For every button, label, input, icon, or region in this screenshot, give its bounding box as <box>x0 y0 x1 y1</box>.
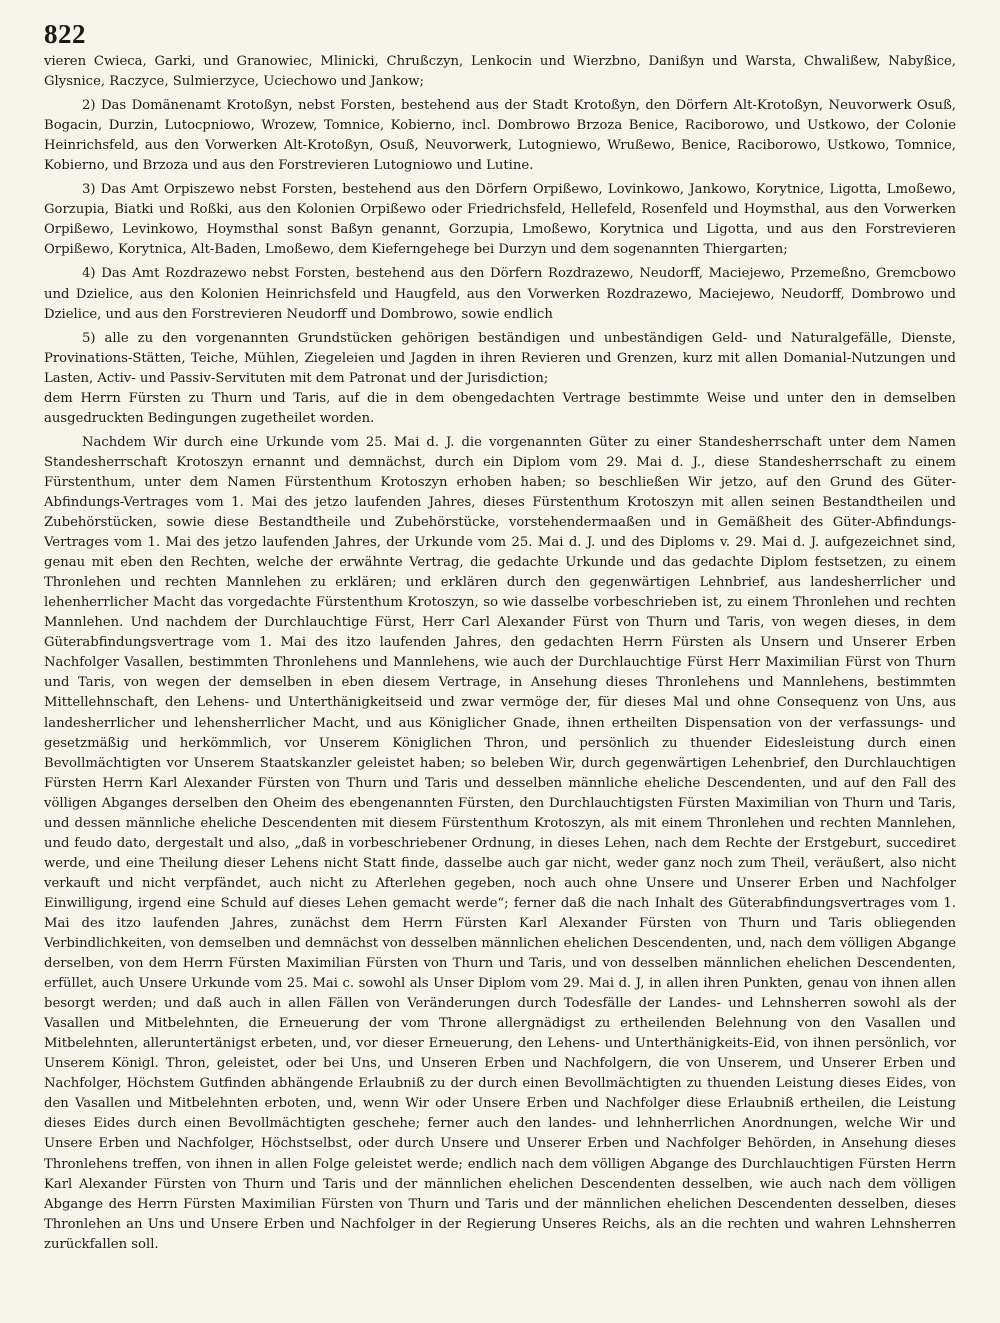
paragraph-item-4: 4) Das Amt Rozdrazewo nebst Forsten, bestehend aus den Dörfern Rozdrazewo, Neudorff, Maciejewo, Przemeßno, Gremcbowo und Dzielice, aus den Kolonien Heinrichsfeld und Haugfeld, aus den Vorwerken Rozdrazewo, Maciejewo, Neudorff, Dombrowo und Dzielice, und aus den Forstrevieren Neudorff und Dombrowo, sowie endlich <box>44 266 956 322</box>
paragraph-item-3: 3) Das Amt Orpiszewo nebst Forsten, bestehend aus den Dörfern Orpißewo, Lovinkowo, Jankowo, Korytnice, Ligotta, Lmoßewo, Gorzupia, Biatki und Roßki, aus den Kolonien Orpißewo oder Friedrichsfeld, Hellefeld, Rosenfeld und Hoymsthal, aus den Vorwerken Orpißewo, Levinkowo, Hoymsthal sonst Baßyn genannt, Gorzupia, Lmoßewo, Korytnica und Ligotta, und aus den Forstrevieren Orpißewo, Korytnica, Alt-Baden, Lmoßewo, dem Kieferngehege bei Durzyn und dem sogenannten Thiergarten; <box>44 182 956 258</box>
page-number: 822 <box>44 19 86 49</box>
paragraph-continuation: vieren Cwieca, Garki, und Granowiec, Mlinicki, Chrußczyn, Lenkocin und Wierzbno, Danißyn und Warsta, Chwalißew, Nabyßice, Glysnice, Raczyce, Sulmierzyce, Uciechowo und Jankow; <box>44 54 956 90</box>
paragraph-main-decree: Nachdem Wir durch eine Urkunde vom 25. Mai d. J. die vorgenannten Güter zu einer Standesherrschaft unter dem Namen Standesherrschaft Krotoszyn ernannt und demnächst, durch ein Diplom vom 29. Mai d. J., diese Standesherrschaft zu einem Fürstenthum, unter dem Namen Fürstenthum Krotoszyn erhoben haben; so beschließen Wir jetzo, auf den Grund des Güter-Abfindungs-Vertrages vom 1. Mai des jetzo laufenden Jahres, dieses Fürstenthum Krotoszyn mit allen seinen Bestandtheilen und Zubehörstücken, sowie diese Bestandtheile und Zubehörstücke, vorstehendermaaßen und in Gemäßheit des Güter-Abfindungs-Vertrages vom 1. Mai des jetzo laufenden Jahres, der Urkunde vom 25. Mai d. J. und des Diploms v. 29. Mai d. J. aufgezeichnet sind, genau mit eben den Rechten, welche der erwähnte Vertrag, die gedachte Urkunde und das gedachte Diplom festsetzen, zu einem Thronlehen und rechten Mannlehen zu erklären; und erklären durch den gegenwärtigen Lehnbrief, aus landesherrlicher und lehenherrlicher Macht das vorgedachte Fürstenthum Krotoszyn, so wie dasselbe vorbeschrieben ist, zu einem Thronlehen und rechten Mannlehen. Und nachdem der Durchlauchtige Fürst, Herr Carl Alexander Fürst von Thurn und Taris, von wegen dieses, in dem Güterabfindungsvertrage vom 1. Mai des itzo laufenden Jahres, den gedachten Herrn Fürsten als Unsern und Unserer Erben Nachfolger Vasallen, bestimmten Thronlehens und Mannlehens, wie auch der Durchlauchtige Fürst Herr Maximilian Fürst von Thurn und Taris, von wegen der demselben in eben diesem Vertrage, in Ansehung dieses Thronlehens und Mannlehens, bestimmten Mittellehnschaft, den Lehens- und Unterthänigkeitseid und zwar vermöge der, für dieses Mal und ohne Consequenz von Uns, aus landesherrlicher und lehensherrlicher Macht, und aus Königlicher Gnade, ihnen ertheilten Dispensation von der verfassungs- und gesetzmäßig und herkömmlich, vor Unserem Königlichen Thron, und persönlich zu thuender Eidesleistung durch einen Bevollmächtigten vor Unserem Staatskanzler geleistet haben; so beleben Wir, durch gegenwärtigen Lehenbrief, den Durchlauchtigen Fürsten Herrn Karl Alexander Fürsten von Thurn und Taris und desselben männliche eheliche Descendenten, und auf den Fall des völligen Abganges derselben den Oheim des ebengenannten Fürsten, den Durchlauchtigsten Fürsten Maximilian von Thurn und Taris, und dessen männliche eheliche Descendenten mit diesem Fürstenthum Krotoszyn, als mit einem Thronlehen und rechten Mannlehen, und feudo dato, dergestalt und also, „daß in vorbeschriebener Ordnung, in dieses Lehen, nach dem Rechte der Erstgeburt, succediret werde, und eine Theilung dieser Lehens nicht Statt finde, dasselbe auch gar nicht, weder ganz noch zum Theil, veräußert, also nicht verkauft und nicht verpfändet, auch nicht zu Afterlehen gegeben, noch auch ohne Unsere und Unserer Erben und Nachfolger Einwilligung, irgend eine Schuld auf dieses Lehen gemacht werde“; ferner daß die nach Inhalt des Güterabfindungsvertrages vom 1. Mai des itzo laufenden Jahres, zunächst dem Herrn Fürsten Karl Alexander Fürsten von Thurn und Taris obliegenden Verbindlichkeiten, von demselben und demnächst von desselben männlichen ehelichen Descendenten, und, nach dem völligen Abgange derselben, von dem Herrn Fürsten Maximilian Fürsten von Thurn und Taris, und von desselben männlichen ehelichen Descendenten, erfüllet, auch Unsere Urkunde vom 25. Mai c. sowohl als Unser Diplom vom 29. Mai d. J, in allen ihren Punkten, genau von ihnen allen besorgt werden; und daß auch in allen Fällen von Veränderungen durch Todesfälle der Landes- und Lehnsherren sowohl als der Vasallen und Mitbelehnten, die Erneuerung der vom Throne allergnädigst zu ertheilenden Belehnung von den Vasallen und Mitbelehnten, alleruntertänigst erbeten, und, vor dieser Erneuerung, den Lehens- und Unterthänigkeits-Eid, von ihnen persönlich, vor Unserem Königl. Thron, geleistet, oder bei Uns, und Unseren Erben und Nachfolgern, die von Unserem, und Unserer Erben und Nachfolger, Höchstem Gutfinden abhängende Erlaubniß zu der durch einen Bevollmächtigten zu thuenden Leistung dieses Eides, von den Vasallen und Mitbelehnten erboten, und, wenn Wir oder Unsere Erben und Nachfolger diese Erlaubniß ertheilen, die Leistung dieses Eides durch einen Bevollmächtigten geschehe; ferner auch den landes- und lehnherrlichen Anordnungen, welche Wir und Unsere Erben und Nachfolger, Höchstselbst, oder durch Unsere und Unserer Erben und Nachfolger Behörden, in Ansehung dieses Thronlehens treffen, von ihnen in allen Folge geleistet werde; endlich nach dem völligen Abgange des Durchlauchtigen Fürsten Herrn Karl Alexander Fürsten von Thurn und Taris und der männlichen ehelichen Descendenten desselben, wie auch nach dem völligen Abgange des Herrn Fürsten Maximilian Fürsten von Thurn und Taris und der männlichen ehelichen Descendenten desselben, dieses Thronlehen an Uns und Unsere Erben und Nachfolger in der Regierung Unseres Reichs, als an die rechten und wahren Lehnsherren zurückfallen soll. <box>44 434 956 1252</box>
paragraph-item-5: 5) alle zu den vorgenannten Grundstücken gehörigen beständigen und unbeständigen Geld- und Naturalgefälle, Dienste, Provinations-Stätten, Teiche, Mühlen, Ziegeleien und Jagden in ihren Revieren und Grenzen, kurz mit allen Domanial-Nutzungen und Lasten, Activ- und Passiv-Servituten mit dem Patronat und der Jurisdiction; <box>44 330 956 386</box>
paragraph-item-2: 2) Das Domänenamt Krotoßyn, nebst Forsten, bestehend aus der Stadt Krotoßyn, den Dörfern Alt-Krotoßyn, Neuvorwerk Osuß, Bogacin, Durzin, Lutocpniowo, Wrozew, Tomnice, Kobierno, incl. Dombrowo Brzoza Benice, Raciborowo, und Ustkowo, der Colonie Heinrichsfeld, aus den Vorwerken Alt-Krotoßyn, Osuß, Neuvorwerk, Lutogniewo, Wrußewo, Benice, Raciborowo, Ustkowo, Tomnice, Kobierno, und Brzoza und aus den Forstrevieren Lutogniowo und Lutine. <box>44 98 956 174</box>
paragraph-assignment: dem Herrn Fürsten zu Thurn und Taris, auf die in dem obengedachten Vertrage bestimmte Weise und unter den in demselben ausgedruckten Bedingungen zugetheilet worden. <box>44 390 956 426</box>
